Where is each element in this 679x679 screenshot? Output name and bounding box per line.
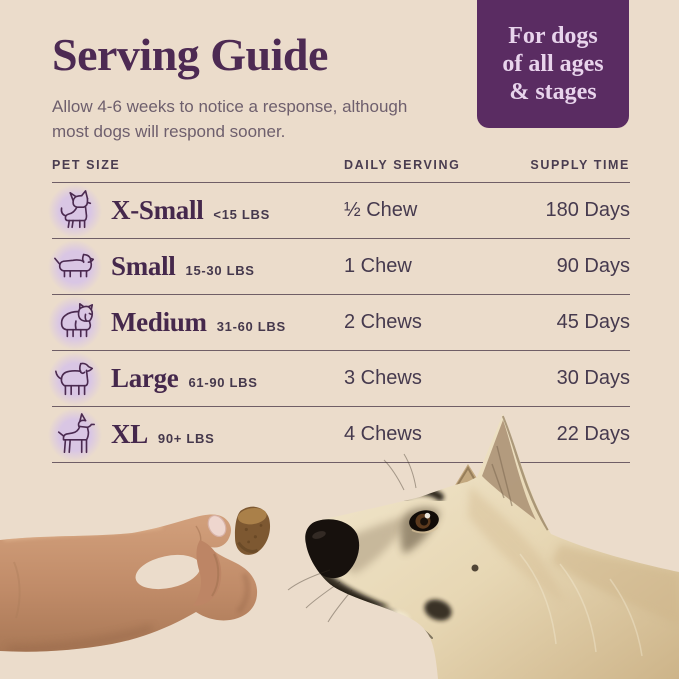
- col-supply-time: SUPPLY TIME: [530, 158, 630, 172]
- supply-time-value: 180 Days: [545, 199, 630, 221]
- daily-serving-value: 4 Chews: [344, 423, 422, 445]
- table-row: [52, 183, 630, 239]
- weight-range: 15-30 LBS: [185, 263, 255, 278]
- supply-time-value: 90 Days: [556, 255, 630, 277]
- weight-range: 31-60 LBS: [216, 319, 286, 334]
- ages-stages-badge: [477, 0, 629, 128]
- badge-line: & stages: [509, 79, 597, 105]
- daily-serving-value: ½ Chew: [344, 199, 418, 221]
- col-daily-serving: DAILY SERVING: [344, 158, 461, 172]
- supply-time-value: 30 Days: [556, 367, 630, 389]
- col-pet-size: PET SIZE: [52, 158, 121, 172]
- weight-range: 61-90 LBS: [188, 375, 258, 390]
- chew: [231, 502, 273, 557]
- pet-size-label: [111, 307, 286, 338]
- subtitle-line-2: most dogs will respond sooner.: [52, 122, 286, 141]
- supply-time-value: 22 Days: [556, 423, 630, 445]
- small-dog-icon: [48, 240, 102, 294]
- dog-photo: [288, 414, 679, 679]
- daily-serving-value: 3 Chews: [344, 367, 422, 389]
- subtitle-line-1: Allow 4-6 weeks to notice a response, although: [52, 97, 408, 116]
- size-name: XL: [111, 419, 148, 449]
- supply-time-value: 45 Days: [556, 311, 630, 333]
- page-title: Serving Guide: [52, 29, 328, 80]
- badge-line: For dogs: [508, 23, 598, 49]
- table-row: [52, 295, 630, 351]
- medium-dog-icon: [48, 296, 102, 350]
- pet-size-label: [111, 251, 255, 282]
- dog-cheek-spot: [472, 565, 479, 572]
- xsmall-dog-icon: [48, 184, 102, 238]
- pet-size-cell: [52, 240, 344, 294]
- daily-serving-value: 1 Chew: [344, 255, 412, 277]
- size-name: Small: [111, 251, 176, 281]
- table-header-row: [52, 148, 630, 183]
- size-name: Medium: [111, 307, 207, 337]
- pet-size-label: [111, 363, 258, 394]
- size-name: Large: [111, 363, 179, 393]
- weight-range: 90+ LBS: [157, 431, 215, 446]
- table-row: [52, 239, 630, 295]
- pet-size-cell: [52, 184, 344, 238]
- size-name: X-Small: [111, 195, 204, 225]
- pet-size-cell: [52, 296, 344, 350]
- hand-photo: [0, 513, 257, 652]
- pet-size-label: [111, 195, 270, 226]
- photo-hand-offering-chew-to-dog: [0, 394, 679, 679]
- badge-line: of all ages: [502, 51, 604, 77]
- dog-brow: [400, 491, 440, 498]
- daily-serving-value: 2 Chews: [344, 311, 422, 333]
- subtitle: [52, 94, 407, 144]
- weight-range: <15 LBS: [213, 207, 270, 222]
